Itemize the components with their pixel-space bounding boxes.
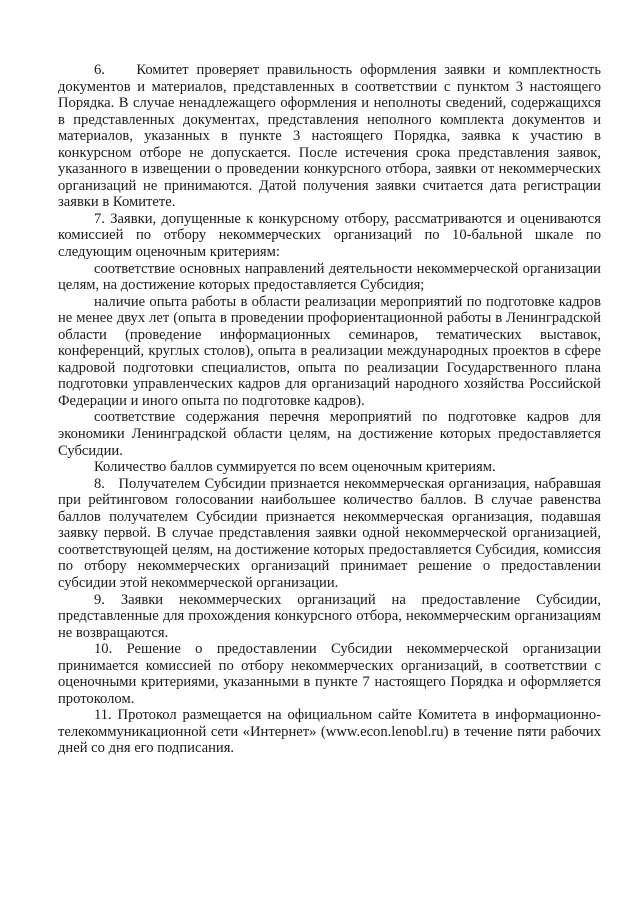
paragraph-10: 10. Решение о предоставлении Субсидии некоммерческой организации принимается комиссией по отбору некоммерческих организаций, в соответствии с оценочными критериями, указанными в пункте 7 настоящего Порядка и оформляется протоколом.	[58, 641, 601, 707]
paragraph-7: 7. Заявки, допущенные к конкурсному отбору, рассматриваются и оцениваются комиссией по отбору некоммерческих организаций по 10-бальной шкале по следующим оценочным критериям:	[58, 210, 601, 261]
criterion-3: соответствие содержания перечня мероприятий по подготовке кадров для экономики Ленинградской области целям, на достижение которых предоставляется Субсидии.	[58, 409, 601, 459]
criterion-2: наличие опыта работы в области реализации мероприятий по подготовке кадров не менее двух лет (опыта в проведении профориентационной работы в Ленинградской области (проведение информационных семинаров, тематических выставок, конференций, круглых столов), опыта в реализации международных проектов в сфере кадровой подготовки специалистов, опыта по реализации Государственного плана подготовки управленческих кадров для организаций народного хозяйства Российской Федерации и иного опыта по подготовке кадров).	[58, 293, 601, 409]
paragraph-6: 6. Комитет проверяет правильность оформления заявки и комплектность документов и материалов, представленных в соответствии с пунктом 3 настоящего Порядка. В случае ненадлежащего оформления и неполноты сведений, содержащихся в представленных документах, представления неполного комплекта документов и материалов, указанных в пункте 3 настоящего Порядка, заявка к участию в конкурсном отборе не допускается. После истечения срока представления заявок, указанного в извещении о проведении конкурсного отбора, заявки от некоммерческих организаций не принимаются. Датой получения заявки считается дата регистрации заявки в Комитете.	[58, 62, 601, 211]
criterion-1: соответствие основных направлений деятельности некоммерческой организации целям, на достижение которых предоставляется Субсидия;	[58, 260, 601, 294]
document-body	[58, 62, 601, 757]
score-summary: Количество баллов суммируется по всем оценочным критериям.	[94, 459, 496, 476]
paragraph-11: 11. Протокол размещается на официальном сайте Комитета в информационно-телекоммуникационной сети «Интернет» (www.econ.lenobl.ru) в течение пяти рабочих дней со дня его подписания.	[58, 707, 601, 757]
paragraph-9: 9. Заявки некоммерческих организаций на предоставление Субсидии, представленные для прохождения конкурсного отбора, некоммерческим организациям не возвращаются.	[58, 591, 601, 641]
paragraph-8: 8. Получателем Субсидии признается некоммерческая организация, набравшая при рейтинговом голосовании наибольшее количество баллов. В случае равенства баллов получателем Субсидии признается некоммерческая организация, подавшая заявку первой. В случае представления заявки одной некоммерческой организацией, соответствующей целям, на достижение которых предоставляется Субсидия, комиссия по отбору некоммерческих организаций принимает решение о предоставлении субсидии этой некоммерческой организации.	[58, 475, 601, 591]
